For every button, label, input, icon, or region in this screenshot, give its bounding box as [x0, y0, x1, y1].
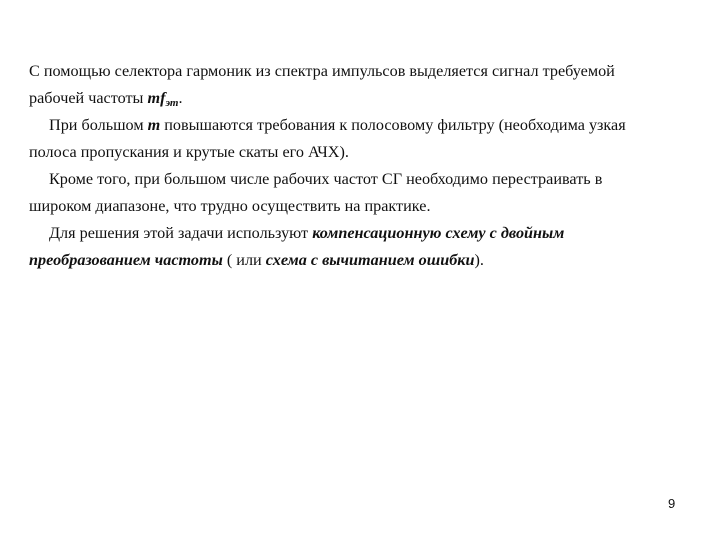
variable-m: m: [147, 116, 161, 134]
text-line-8: [29, 247, 701, 274]
text-line-6-content: широком диапазоне, что трудно осуществить на практике.: [29, 197, 431, 215]
text-line-6: [29, 193, 701, 220]
text-line-2-content: рабочей частоты: [29, 89, 148, 107]
slide-body: [29, 58, 701, 274]
text-line-3: [29, 112, 701, 139]
emphasis-error-subtraction: схема с вычитанием ошибки: [265, 251, 475, 269]
formula: [147, 89, 178, 107]
text-line-5-content: Кроме того, при большом числе рабочих частот СГ необходимо перестраивать в: [49, 170, 603, 188]
text-line-7-start: Для решения этой задачи используют: [49, 224, 313, 242]
text-line-4-content: полоса пропускания и крутые скаты его АЧХ).: [29, 143, 349, 161]
text-line-2: [29, 85, 701, 112]
formula-main: mf: [147, 89, 166, 107]
page-number: 9: [668, 496, 676, 511]
formula-period: .: [178, 89, 183, 107]
text-line-3-end: повышаются требования к полосовому фильтру (необходима узкая: [160, 116, 626, 134]
emphasis-compensation-scheme: компенсационную схему с двойным: [312, 224, 565, 242]
text-line-7: [29, 220, 701, 247]
text-line-8-end: ).: [474, 251, 484, 269]
text-line-5: [29, 166, 701, 193]
formula-subscript: эт: [165, 97, 179, 109]
text-line-8-mid: ( или: [222, 251, 266, 269]
text-line-3-start: При большом: [49, 116, 148, 134]
text-line-4: [29, 139, 701, 166]
text-line-1: [29, 58, 701, 85]
text-line-1-content: С помощью селектора гармоник из спектра импульсов выделяется сигнал требуемой: [29, 62, 615, 80]
emphasis-frequency-conversion: преобразованием частоты: [29, 251, 223, 269]
